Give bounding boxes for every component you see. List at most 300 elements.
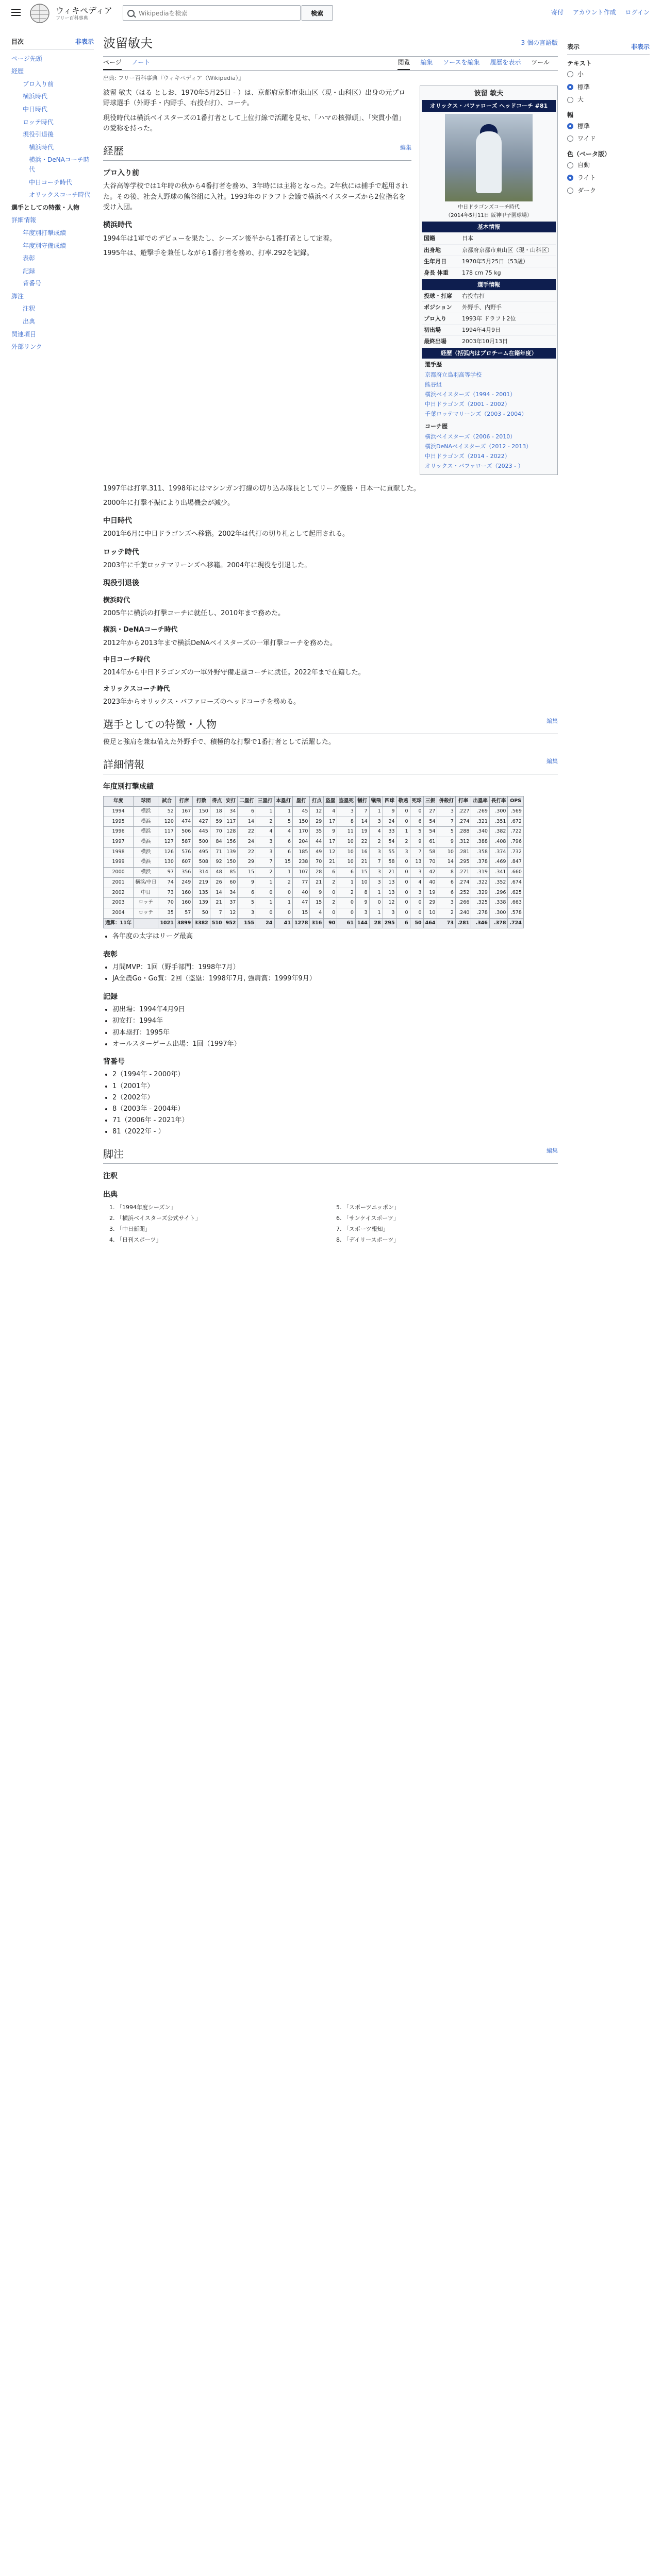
table-cell: 150 <box>193 806 210 817</box>
table-cell: 5 <box>437 827 456 837</box>
table-cell: 27 <box>423 806 437 817</box>
table-cell: 49 <box>310 847 324 857</box>
table-cell: .388 <box>471 837 490 847</box>
table-cell: 464 <box>423 918 437 928</box>
toc-item[interactable]: 記録 <box>23 267 36 275</box>
table-cell: 1 <box>256 806 275 817</box>
table-cell: 9 <box>310 888 324 898</box>
table-cell: 21 <box>383 868 396 878</box>
table-cell: 185 <box>293 847 310 857</box>
table-cell: .578 <box>508 908 523 918</box>
toc-item[interactable]: 年度別守備成績 <box>23 242 67 249</box>
player-team-link[interactable]: 千葉ロッテマリーンズ（2003 - 2004） <box>425 411 527 418</box>
table-cell: 3 <box>410 888 423 898</box>
table-cell: 4 <box>410 877 423 888</box>
table-cell: 3899 <box>175 918 192 928</box>
table-cell: 14 <box>238 817 256 827</box>
radio-icon[interactable] <box>567 162 573 168</box>
table-cell: 0 <box>396 806 410 817</box>
table-cell: 3382 <box>193 918 210 928</box>
toc-item[interactable]: 出典 <box>23 318 36 326</box>
table-header: 二塁打 <box>238 796 256 807</box>
infobox-row-value: 1994年4月9日 <box>462 326 501 333</box>
table-cell: 576 <box>175 847 192 857</box>
table-cell: .325 <box>471 898 490 908</box>
option-color_opts[interactable] <box>567 159 650 172</box>
text-size-options <box>567 68 650 106</box>
table-cell: 0 <box>396 888 410 898</box>
infobox-row <box>422 267 556 278</box>
section-awards: 表彰 <box>103 950 118 959</box>
color-label: 色（ベータ版） <box>567 150 611 158</box>
section-shutten: 出典 <box>103 1191 118 1199</box>
table-header: 四球 <box>383 796 396 807</box>
table-cell: .295 <box>455 857 471 868</box>
table-cell: .274 <box>455 877 471 888</box>
table-cell: 84 <box>210 837 224 847</box>
toc-item[interactable]: 中日コーチ時代 <box>29 178 73 186</box>
table-cell: 10 <box>355 877 369 888</box>
table-cell: 13 <box>383 877 396 888</box>
edit-link[interactable]: 編集 <box>547 718 558 725</box>
radio-icon[interactable] <box>567 188 573 194</box>
radio-icon[interactable] <box>567 135 573 142</box>
page-title: 波留敏夫 <box>103 32 558 57</box>
table-cell: 3 <box>256 847 275 857</box>
table-cell: .663 <box>508 898 523 908</box>
table-cell: .569 <box>508 806 523 817</box>
table-cell: 24 <box>256 918 275 928</box>
option-text_opts[interactable] <box>567 93 650 106</box>
table-cell: 6 <box>274 847 293 857</box>
table-cell: 47 <box>293 898 310 908</box>
toc-item[interactable]: 中日時代 <box>23 105 48 113</box>
table-cell[interactable]: 横浜 <box>134 837 158 847</box>
table-cell: 3 <box>337 806 356 817</box>
toc-item[interactable]: 脚注 <box>11 292 24 300</box>
edit-link[interactable]: 編集 <box>400 144 411 151</box>
yokohama-text-1: 1994年は1軍でのデビューを果たし、シーズン後半から1番打者として定着。 <box>103 234 336 243</box>
login-link[interactable]: ログイン <box>625 9 650 16</box>
table-cell: 120 <box>158 817 175 827</box>
personal-nav <box>544 8 650 18</box>
table-cell: .722 <box>508 827 523 837</box>
table-cell: 8 <box>355 888 369 898</box>
table-cell: 55 <box>383 847 396 857</box>
table-header: 三振 <box>423 796 437 807</box>
table-cell: 73 <box>437 918 456 928</box>
table-cell: 127 <box>158 837 175 847</box>
donate-link[interactable]: 寄付 <box>551 9 564 16</box>
table-cell: .340 <box>471 827 490 837</box>
toc-item[interactable]: ページ先頭 <box>11 55 42 62</box>
table-cell: 1995 <box>104 817 134 827</box>
toc-item[interactable]: オリックスコーチ時代 <box>29 191 91 199</box>
table-cell: 3 <box>437 898 456 908</box>
table-cell: 1997 <box>104 837 134 847</box>
radio-icon[interactable] <box>567 123 573 129</box>
search-button[interactable]: 検索 <box>302 5 333 21</box>
toc-item[interactable]: 横浜時代 <box>29 143 54 151</box>
section-batting: 年度別打撃成績 <box>103 783 154 791</box>
table-cell: 24 <box>383 817 396 827</box>
table-cell: .672 <box>508 817 523 827</box>
table-cell[interactable]: ロッテ <box>134 908 158 918</box>
table-cell: 21 <box>355 857 369 868</box>
tab-history[interactable]: 履歴を表示 <box>490 58 521 66</box>
table-cell: 356 <box>175 868 192 878</box>
tab-edit[interactable]: 編集 <box>420 58 433 66</box>
edit-link[interactable]: 編集 <box>547 1147 558 1155</box>
table-cell: 1994 <box>104 806 134 817</box>
table-cell: 0 <box>274 888 293 898</box>
player-history-label: 選手歴 <box>425 361 442 368</box>
table-cell: 135 <box>193 888 210 898</box>
table-cell: 44 <box>310 837 324 847</box>
dena-coach-text: 2012年から2013年まで横浜DeNAベイスターズの一軍打撃コーチを務めた。 <box>103 639 337 647</box>
chunichi-text: 2001年6月に中日ドラゴンズへ移籍。2002年は代打の切り札として起用される。 <box>103 530 350 538</box>
table-cell[interactable]: 横浜 <box>134 817 158 827</box>
table-cell: 4 <box>274 827 293 837</box>
infobox-row-value: 2003年10月13日 <box>462 337 508 345</box>
table-cell: 59 <box>210 817 224 827</box>
section-career: 経歴 編集 <box>103 143 411 161</box>
table-header: OPS <box>508 796 523 807</box>
player-team-link[interactable]: 熊谷組 <box>425 381 442 388</box>
table-cell: 587 <box>175 837 192 847</box>
table-cell: 126 <box>158 847 175 857</box>
orix-coach-text: 2023年からオリックス・バファローズのヘッドコーチを務める。 <box>103 698 301 706</box>
record-item: • 初安打：1994年 <box>112 1016 558 1026</box>
tagline: 出典: フリー百科事典『ウィキペディア（Wikipedia）』 <box>103 75 244 82</box>
table-cell: 48 <box>210 868 224 878</box>
yokohama-text-3: 1997年は打率.311、1998年にはマシンガン打線の切り込み隊長としてリーグ優勝・日本一に貢献した。 <box>103 484 420 493</box>
infobox-row-key: プロ入り <box>424 315 446 322</box>
toc-list <box>11 53 94 353</box>
language-button[interactable]: 3 個の言語版 <box>521 39 558 46</box>
table-cell: 28 <box>369 918 383 928</box>
table-cell: 50 <box>193 908 210 918</box>
photo-caption: 中日ドラゴンズコーチ時代 （2014年5月11日 阪神甲子園球場） <box>445 205 532 218</box>
lotte-text: 2003年に千葉ロッテマリーンズへ移籍。2004年に現役を引退した。 <box>103 562 311 570</box>
toc-item[interactable]: 外部リンク <box>11 343 42 351</box>
table-cell: .296 <box>489 888 508 898</box>
appearance-hide-button[interactable]: 非表示 <box>631 43 650 50</box>
table-cell: 6 <box>396 918 410 928</box>
table-cell: .300 <box>489 908 508 918</box>
radio-icon[interactable] <box>567 84 573 90</box>
number-item: • 1（2001年） <box>112 1081 558 1092</box>
infobox-row <box>422 313 556 324</box>
table-cell: 15 <box>355 868 369 878</box>
pre-pro-text: 大谷高等学校では1年時の秋から4番打者を務め、3年時には主将となった。2年秋には捕手で起用された。その後、社会人野球の熊谷組に入社。1993年のドラフト会議で横浜ベイスターズから2位指名を受け入団。 <box>103 182 408 211</box>
option-label: 大 <box>577 96 584 104</box>
table-cell: 500 <box>193 837 210 847</box>
table-cell: .796 <box>508 837 523 847</box>
toc-item[interactable]: 関連項目 <box>11 330 37 338</box>
table-cell: 495 <box>193 847 210 857</box>
table-row <box>104 877 524 888</box>
table-cell: 1996 <box>104 827 134 837</box>
table-header: 打席 <box>175 796 192 807</box>
table-cell: 107 <box>293 868 310 878</box>
infobox-row <box>422 244 556 256</box>
table-cell: 1 <box>274 806 293 817</box>
main-menu-icon[interactable] <box>11 9 21 16</box>
table-cell: 58 <box>423 847 437 857</box>
table-cell: 6 <box>324 868 337 878</box>
search-input[interactable] <box>138 8 300 19</box>
toc-item[interactable]: 背番号 <box>23 280 42 287</box>
table-header: 三塁打 <box>256 796 275 807</box>
table-cell: 4 <box>324 806 337 817</box>
option-label: 小 <box>577 71 584 78</box>
player-team-link[interactable]: 京都府立鳥羽高等学校 <box>425 371 482 379</box>
table-cell: 60 <box>224 877 238 888</box>
table-cell: 1 <box>369 806 383 817</box>
width-label: 幅 <box>567 111 574 118</box>
table-cell: 2 <box>324 898 337 908</box>
radio-icon[interactable] <box>567 71 573 77</box>
infobox-row-value: 京都府京都市東山区（現・山科区） <box>462 246 553 253</box>
create-account-link[interactable]: アカウント作成 <box>572 9 616 16</box>
table-cell: 24 <box>238 837 256 847</box>
table-cell: 0 <box>324 888 337 898</box>
appearance-panel <box>567 37 650 197</box>
table-cell: 3 <box>410 868 423 878</box>
table-cell: .660 <box>508 868 523 878</box>
table-row <box>104 806 524 817</box>
table-cell: 6 <box>274 837 293 847</box>
table-cell: 1998 <box>104 847 134 857</box>
table-cell: .358 <box>471 847 490 857</box>
infobox-row-key: 出身地 <box>424 246 441 253</box>
table-cell: 10 <box>337 837 356 847</box>
infobox-row-key: 国籍 <box>424 235 435 242</box>
reference-item: 1. 「1994年度シーズン」 <box>117 1203 331 1212</box>
table-cell: 150 <box>293 817 310 827</box>
table-cell: 3 <box>369 847 383 857</box>
tab-tools[interactable]: ツール <box>531 58 550 66</box>
table-cell: 19 <box>355 827 369 837</box>
table-cell: 3 <box>437 806 456 817</box>
table-cell: 26 <box>210 877 224 888</box>
toc-item[interactable]: 選手としての特徴・人物 <box>11 204 80 211</box>
table-cell: 18 <box>210 806 224 817</box>
table-cell: 45 <box>293 806 310 817</box>
toc-hide-button[interactable]: 非表示 <box>75 38 94 45</box>
coach-team-link[interactable]: オリックス・バファローズ（2023 - ） <box>425 463 524 470</box>
toc-item[interactable]: 詳細情報 <box>11 216 37 224</box>
table-cell: 58 <box>383 857 396 868</box>
infobox-career-title: 選手情報 <box>422 279 556 290</box>
coach-history-label: コーチ歴 <box>425 423 448 430</box>
toc-item[interactable]: 注釈 <box>23 305 36 313</box>
table-cell: 4 <box>369 827 383 837</box>
table-cell: 97 <box>158 868 175 878</box>
yokohama-text-4: 2000年に打撃不振により出場機会が減少。 <box>103 499 235 507</box>
table-cell: .352 <box>489 877 508 888</box>
table-cell[interactable]: ロッテ <box>134 898 158 908</box>
option-label: ダーク <box>577 187 597 194</box>
reference-item: 5. 「スポーツニッポン」 <box>343 1203 558 1212</box>
radio-icon[interactable] <box>567 97 573 103</box>
table-cell: 2 <box>437 908 456 918</box>
table-cell: 29 <box>238 857 256 868</box>
table-cell: 6 <box>238 888 256 898</box>
table-cell: 12 <box>310 806 324 817</box>
table-cell: 15 <box>310 898 324 908</box>
option-width_opts[interactable] <box>567 120 650 133</box>
table-cell: 50 <box>410 918 423 928</box>
chunichi-coach-text: 2014年から中日ドラゴンズの一軍外野守備走塁コーチに就任。2022年まで在籍した。 <box>103 668 365 676</box>
table-cell: 61 <box>423 837 437 847</box>
table-cell: 33 <box>383 827 396 837</box>
table-cell[interactable]: 中日 <box>134 888 158 898</box>
table-cell: 219 <box>193 877 210 888</box>
coach-team-link[interactable]: 横浜ベイスターズ（2006 - 2010） <box>425 433 516 440</box>
tab-page[interactable]: ページ <box>103 58 122 71</box>
table-cell: 8 <box>337 817 356 827</box>
table-cell: .674 <box>508 877 523 888</box>
table-cell[interactable]: 横浜 <box>134 827 158 837</box>
toc-title: 目次 <box>11 38 24 45</box>
table-cell: 61 <box>337 918 356 928</box>
table-cell: 14 <box>210 888 224 898</box>
table-cell: 70 <box>210 827 224 837</box>
edit-link[interactable]: 編集 <box>547 758 558 765</box>
toc-item[interactable]: 年度別打撃成績 <box>23 229 67 236</box>
table-cell: 77 <box>293 877 310 888</box>
tab-talk[interactable]: ノート <box>131 58 151 66</box>
record-item: • 初出場：1994年4月9日 <box>112 1005 558 1015</box>
table-row <box>104 837 524 847</box>
player-team-link[interactable]: 横浜ベイスターズ（1994 - 2001） <box>425 391 516 398</box>
tab-read[interactable]: 閲覧 <box>398 58 410 71</box>
table-cell: 0 <box>396 908 410 918</box>
table-cell: 607 <box>175 857 192 868</box>
table-cell: 150 <box>224 857 238 868</box>
player-team-link[interactable]: 中日ドラゴンズ（2001 - 2002） <box>425 401 510 408</box>
table-cell: .732 <box>508 847 523 857</box>
table-cell: .281 <box>455 847 471 857</box>
infobox-row-key: ポジション <box>424 303 452 311</box>
table-cell: 通算：11年 <box>104 918 134 928</box>
table-cell: 0 <box>337 908 356 918</box>
player-photo[interactable] <box>445 114 533 201</box>
infobox-row <box>422 301 556 313</box>
table-header: 併殺打 <box>437 796 456 807</box>
table-cell[interactable]: 横浜 <box>134 847 158 857</box>
yokohama-text-2: 1995年は、遊撃手を兼任しながら1番打者を務め、打率.292を記録。 <box>103 249 313 257</box>
table-header: 年度 <box>104 796 134 807</box>
toc-item[interactable]: プロ入り前 <box>23 80 54 88</box>
appearance-title: 表示 <box>567 43 580 50</box>
infobox-team: オリックス・バファローズ ヘッドコーチ #81 <box>422 100 556 112</box>
table-cell: 5 <box>274 817 293 827</box>
option-width_opts[interactable] <box>567 132 650 145</box>
award-item: • JA全農Go・Go賞：2回（盗塁：1998年7月, 強肩賞：1999年9月） <box>112 974 558 984</box>
reference-item: 7. 「スポーツ報知」 <box>343 1225 558 1233</box>
toc-item[interactable]: 現役引退後 <box>23 131 54 139</box>
table-cell[interactable]: 横浜 <box>134 857 158 868</box>
table-cell: 0 <box>324 908 337 918</box>
table-cell: .274 <box>455 817 471 827</box>
option-text_opts[interactable] <box>567 68 650 81</box>
table-cell: 117 <box>158 827 175 837</box>
toc-item[interactable]: 横浜時代 <box>23 93 48 100</box>
table-cell: .321 <box>471 817 490 827</box>
table-cell: 7 <box>355 806 369 817</box>
table-cell: 1 <box>256 877 275 888</box>
table-cell: 0 <box>396 817 410 827</box>
table-cell: 35 <box>158 908 175 918</box>
table-cell: .346 <box>471 918 490 928</box>
table-cell[interactable]: 横浜/中日 <box>134 877 158 888</box>
table-cell: 170 <box>293 827 310 837</box>
toc-item[interactable]: 表彰 <box>23 255 36 262</box>
table-row <box>104 857 524 868</box>
toc-item[interactable]: 横浜・DeNAコーチ時代 <box>29 156 90 173</box>
tab-edit-source[interactable]: ソースを編集 <box>443 58 480 66</box>
infobox-players <box>422 359 556 473</box>
option-label: 標準 <box>577 83 590 91</box>
option-color_opts[interactable] <box>567 184 650 197</box>
coach-team-link[interactable]: 横浜DeNAベイスターズ（2012 - 2013） <box>425 443 532 450</box>
option-text_opts[interactable] <box>567 81 650 94</box>
table-cell: 42 <box>423 868 437 878</box>
toc-item[interactable]: 経歴 <box>11 67 24 75</box>
infobox-row-key: 身長 体重 <box>424 269 449 276</box>
table-cell: 156 <box>224 837 238 847</box>
table-cell: 15 <box>274 857 293 868</box>
table-cell[interactable]: 横浜 <box>134 806 158 817</box>
table-cell: 29 <box>310 817 324 827</box>
radio-icon[interactable] <box>567 175 573 181</box>
table-cell <box>134 918 158 928</box>
table-cell: 2 <box>396 837 410 847</box>
toc-item[interactable]: ロッテ時代 <box>23 118 54 126</box>
table-header: 敬遠 <box>396 796 410 807</box>
section-dena-coach: 横浜・DeNAコーチ時代 <box>103 626 178 634</box>
table-cell: 22 <box>238 827 256 837</box>
table-cell: .351 <box>489 817 508 827</box>
table-cell: 14 <box>437 857 456 868</box>
wikipedia-globe-icon[interactable] <box>28 3 52 24</box>
table-cell: 7 <box>256 857 275 868</box>
table-cell: 4 <box>256 827 275 837</box>
table-cell: 17 <box>324 837 337 847</box>
table-cell[interactable]: 横浜 <box>134 868 158 878</box>
number-item: • 8（2003年 - 2004年） <box>112 1104 558 1114</box>
option-color_opts[interactable] <box>567 172 650 184</box>
coach-team-link[interactable]: 中日ドラゴンズ（2014 - 2022） <box>425 453 510 460</box>
section-after-retire: 現役引退後 <box>103 579 139 588</box>
table-cell: 21 <box>210 898 224 908</box>
table-cell: 1021 <box>158 918 175 928</box>
table-cell: .252 <box>455 888 471 898</box>
infobox-row-value: 178 cm 75 kg <box>462 269 501 276</box>
table-cell: 5 <box>410 827 423 837</box>
batting-stats-table <box>103 796 524 928</box>
table-cell: 2 <box>324 877 337 888</box>
table-cell: 0 <box>256 908 275 918</box>
table-cell: 21 <box>310 877 324 888</box>
table-row <box>104 847 524 857</box>
table-cell: 35 <box>310 827 324 837</box>
table-cell: 41 <box>274 918 293 928</box>
table-header: 打率 <box>455 796 471 807</box>
